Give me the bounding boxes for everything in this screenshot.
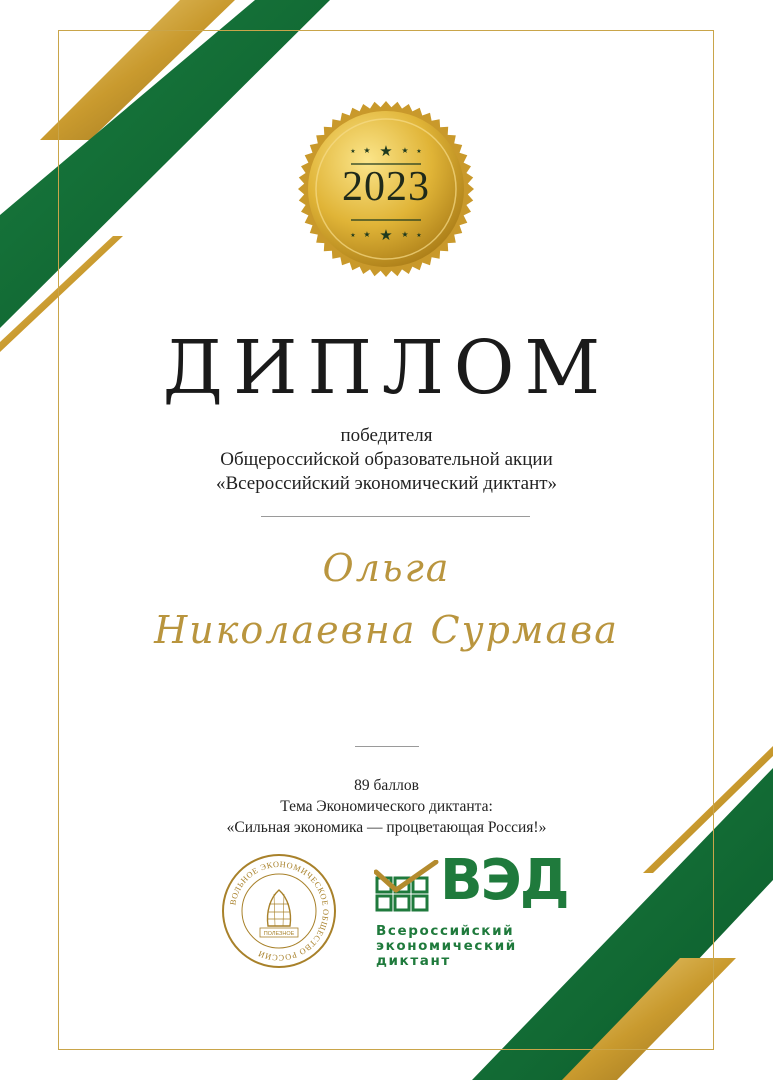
subtitle-line-3: «Всероссийский экономический диктант» xyxy=(215,473,558,494)
star-icon: ★ xyxy=(379,142,393,160)
star-icon: ★ xyxy=(350,232,356,239)
star-icon: ★ xyxy=(416,148,422,155)
ved-line-3: диктант xyxy=(376,953,451,969)
subtitle-line-2: Общероссийской образовательной акции xyxy=(220,449,553,470)
theme-title: «Сильная экономика — процветающая Россия!» xyxy=(226,819,547,836)
star-icon: ★ xyxy=(350,148,356,155)
score: 89 баллов xyxy=(354,777,419,794)
star-icon: ★ xyxy=(401,230,409,239)
ved-line-2: экономический xyxy=(376,938,517,954)
seal-banner-text: ПОЛЕЗНОЕ xyxy=(263,931,295,937)
star-icon: ★ xyxy=(379,226,393,244)
short-divider xyxy=(355,746,419,747)
theme-label: Тема Экономического диктанта: xyxy=(280,798,493,815)
recipient-first-name: Ольга xyxy=(322,546,451,590)
ved-grid-mark xyxy=(374,860,440,920)
ved-abbreviation: ВЭД xyxy=(440,848,568,913)
seal-ring-text: ВОЛЬНОЕ ЭКОНОМИЧЕСКОЕ ОБЩЕСТВО РОССИИ xyxy=(228,859,331,963)
medal-year: 2023 xyxy=(342,164,430,210)
star-icon: ★ xyxy=(401,146,409,155)
star-icon: ★ xyxy=(363,146,371,155)
ved-logo xyxy=(374,848,568,980)
recipient-name-rest: Николаевна Сурмава xyxy=(154,608,619,652)
divider-line xyxy=(261,516,530,517)
svg-text:ВОЛЬНОЕ ЭКОНОМИЧЕСКОЕ ОБЩЕСТВО xyxy=(228,860,330,962)
subtitle-line-1: победителя xyxy=(340,425,433,446)
star-icon: ★ xyxy=(363,230,371,239)
certificate-title: ДИПЛОМ xyxy=(162,325,611,411)
star-icon: ★ xyxy=(416,232,422,239)
ved-line-1: Всероссийский xyxy=(376,923,515,939)
veo-seal-logo xyxy=(220,852,338,970)
